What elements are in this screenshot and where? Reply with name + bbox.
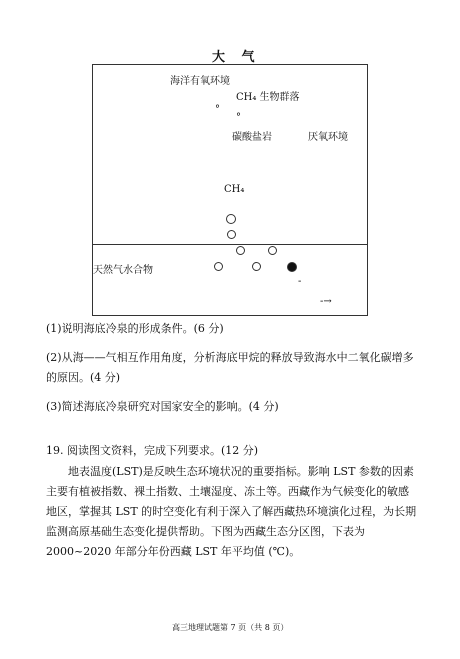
- question-19-heading: 19. 阅读图文资料，完成下列要求。(12 分): [46, 444, 259, 457]
- seafloor-line: [92, 244, 368, 245]
- label-anoxic-environment: 厌氧环境: [308, 132, 348, 143]
- dash-mark: -: [298, 276, 302, 287]
- arrow-mark: -→: [320, 296, 332, 307]
- question-3: (3)简述海底冷泉研究对国家安全的影响。(4 分): [46, 400, 279, 413]
- label-methane: CH₄: [224, 184, 245, 195]
- page-footer: 高三地理试题第 7 页（共 8 页）: [172, 623, 289, 632]
- label-carbonate-rock: 碳酸盐岩: [232, 132, 272, 143]
- hydrate-bubble-filled: [287, 262, 297, 272]
- label-gas-hydrate: 天然气水合物: [93, 265, 153, 276]
- question-2: (2)从海——气相互作用角度，分析海底甲烷的释放导致海水中二氧化碳增多的原因。(4 分): [46, 351, 414, 384]
- question-1: (1)说明海底冷泉的形成条件。(6 分): [46, 322, 224, 335]
- small-bubble-mark-2: °: [236, 112, 241, 123]
- methane-bubble: [226, 214, 236, 224]
- label-oxygen-environment: 海洋有氧环境: [170, 76, 230, 87]
- label-biological-community: CH₄ 生物群落: [236, 92, 300, 103]
- methane-bubble: [227, 230, 236, 239]
- diagram-title: 大 气: [212, 50, 261, 65]
- methane-bubble: [236, 246, 245, 255]
- hydrate-bubble: [252, 262, 261, 271]
- question-19-paragraph: 地表温度(LST)是反映生态环境状况的重要指标。影响 LST 参数的因素主要有植被指数、裸土指数、土壤湿度、冻土等。西藏作为气候变化的敏感地区，掌握其 LST 的时空变化有利于深入了解西藏热环境演化过程，为长期监测高原基础生态变化提供帮助。下图为西藏生态分区图，下表为 2000~2020 年部分年份西藏 LST 年平均值 (℃)。: [46, 465, 417, 558]
- small-bubble-mark-1: °: [215, 104, 220, 115]
- hydrate-bubble: [214, 262, 223, 271]
- methane-bubble: [268, 246, 277, 255]
